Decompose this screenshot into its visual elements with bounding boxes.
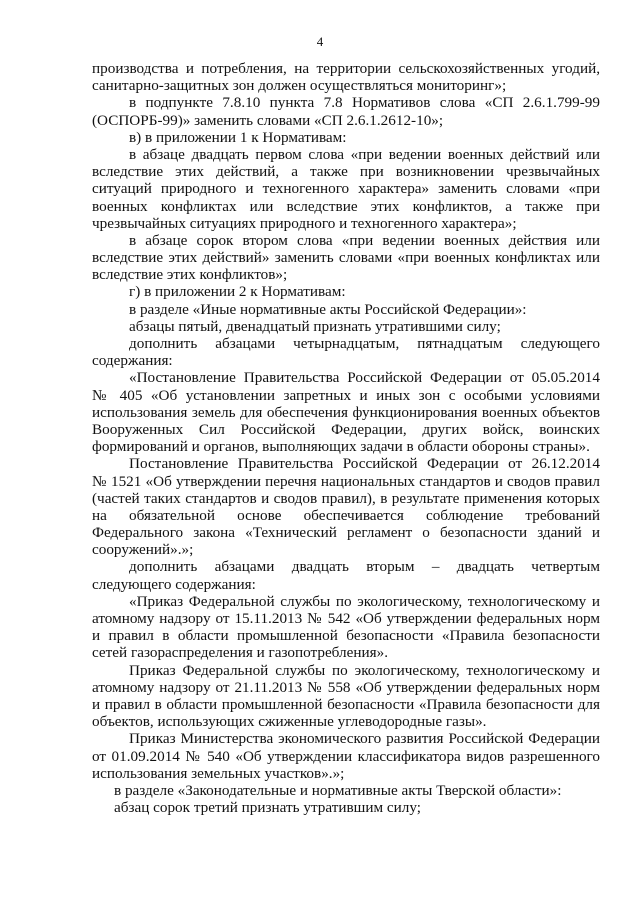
- text-line: в абзаце сорок втором слова «при ведении военных действия или: [129, 231, 600, 249]
- text-line: № 405 «Об установлении запретных и иных зон с особыми условиями: [92, 386, 600, 404]
- text-line: содержания:: [92, 352, 173, 370]
- text-line: г) в приложении 2 к Нормативам:: [129, 283, 346, 301]
- page-number: 4: [316, 34, 324, 49]
- text-line: в подпункте 7.8.10 пункта 7.8 Нормативов слова «СП 2.6.1.799-99: [129, 94, 600, 112]
- text-line: Постановление Правительства Российской Федерации от 26.12.2014: [129, 455, 600, 473]
- text-line: вследствие этих действий, а также при возникновении чрезвычайных: [92, 163, 600, 181]
- text-line: в) в приложении 1 к Нормативам:: [129, 128, 347, 146]
- text-line: (ОСПОРБ-99)» заменить словами «СП 2.6.1.2612-10»;: [92, 111, 444, 129]
- text-line: Приказ Федеральной службы по экологическому, технологическому и: [129, 661, 600, 679]
- text-line: дополнить абзацами двадцать вторым – двадцать четвертым: [129, 558, 600, 576]
- text-line: Приказ Министерства экономического развития Российской Федерации: [129, 730, 600, 748]
- text-line: военных конфликтах или вследствие этих конфликтов, а также при: [92, 197, 600, 215]
- text-line: использования земель для обеспечения функционирования военных объектов: [92, 403, 600, 421]
- text-line: в абзаце двадцать первом слова «при ведении военных действий или: [129, 145, 600, 163]
- text-line: от 01.09.2014 № 540 «Об утверждении классификатора видов разрешенного: [92, 747, 600, 765]
- text-line: производства и потребления, на территории сельскохозяйственных угодий,: [92, 60, 600, 77]
- text-line: и правил в области промышленной безопасности «Правила безопасности для: [92, 695, 600, 713]
- text-line: № 1521 «Об утверждении перечня национальных стандартов и сводов правил: [92, 472, 600, 490]
- text-line: и правил в области промышленной безопасности «Правила безопасности: [92, 627, 600, 645]
- text-line: ситуаций природного и техногенного характера» заменить словами «при: [92, 180, 600, 198]
- text-line: санитарно-защитных зон должен осуществляться мониторинг»;: [92, 77, 507, 95]
- text-line: «Постановление Правительства Российской Федерации от 05.05.2014: [129, 369, 600, 387]
- text-line: чрезвычайных ситуациях природного и техногенного характера»;: [92, 214, 517, 232]
- text-line: Федерального закона «Технический регламент о безопасности зданий и: [92, 524, 600, 542]
- text-line: дополнить абзацами четырнадцатым, пятнадцатым следующего: [129, 335, 600, 352]
- text-line: абзац сорок третий признать утратившим силу;: [114, 799, 421, 817]
- text-line: атомному надзору от 21.11.2013 № 558 «Об утверждении федеральных норм: [92, 678, 600, 696]
- text-line: абзацы пятый, двенадцатый признать утратившими силу;: [129, 317, 501, 335]
- text-line: сооружений».»;: [92, 541, 194, 559]
- text-line: «Приказ Федеральной службы по экологическому, технологическому и: [129, 592, 600, 610]
- text-line: вследствие этих действий» заменить словами «при военных конфликтах или: [92, 249, 600, 267]
- text-line: атомному надзору от 15.11.2013 № 542 «Об утверждении федеральных норм: [92, 610, 600, 627]
- document-body: [92, 60, 600, 816]
- text-line: на обязательной основе обеспечивается соблюдение требований: [92, 506, 600, 524]
- text-line: в разделе «Иные нормативные акты Российской Федерации»:: [129, 300, 527, 318]
- text-line: вследствие этих конфликтов»;: [92, 266, 288, 284]
- text-line: использования земельных участков».»;: [92, 764, 345, 782]
- text-line: следующего содержания:: [92, 575, 256, 593]
- text-line: формирований и органов, выполняющих задачи в области обороны страны».: [92, 438, 590, 456]
- text-line: Вооруженных Сил Российской Федерации, других войск, воинских: [92, 420, 600, 438]
- text-line: сетей газораспределения и газопотребления».: [92, 644, 388, 662]
- text-line: (частей таких стандартов и сводов правил), в результате применения которых: [92, 489, 600, 507]
- text-line: объектов, использующих сжиженные углеводородные газы».: [92, 713, 487, 731]
- text-line: в разделе «Законодательные и нормативные акты Тверской области»:: [114, 781, 562, 799]
